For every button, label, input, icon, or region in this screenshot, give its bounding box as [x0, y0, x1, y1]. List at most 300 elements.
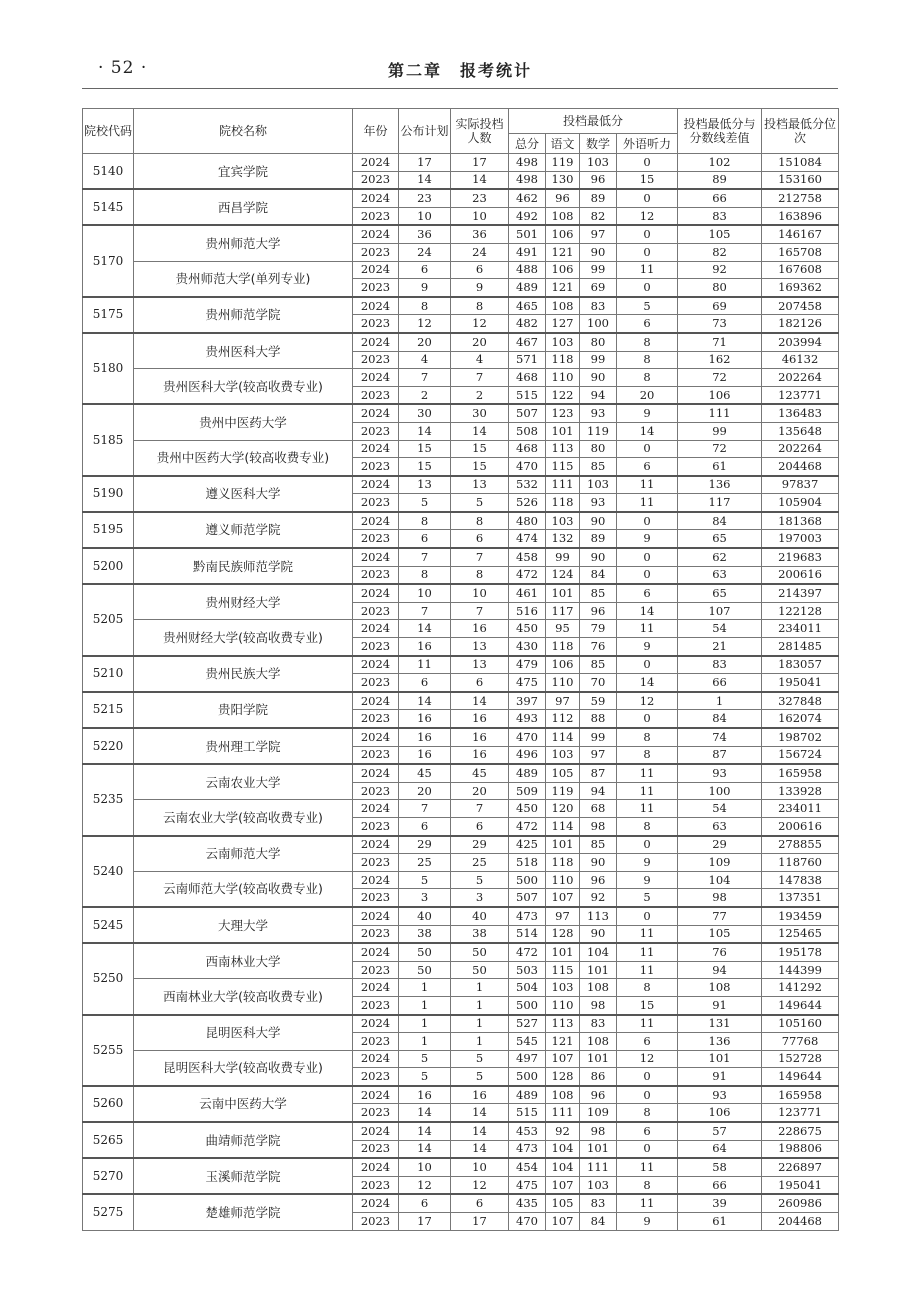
diff-cell: 66	[678, 1176, 762, 1194]
rank-cell: 125465	[762, 925, 839, 943]
admission-stats-table	[82, 108, 839, 1231]
diff-cell: 117	[678, 494, 762, 512]
total-cell: 461	[509, 584, 546, 602]
math-cell: 103	[580, 154, 617, 172]
diff-cell: 94	[678, 961, 762, 979]
plan-cell: 6	[399, 261, 451, 279]
foreign-cell: 11	[617, 620, 678, 638]
rank-cell: 204468	[762, 458, 839, 476]
math-cell: 96	[580, 171, 617, 189]
total-cell: 526	[509, 494, 546, 512]
year-cell: 2023	[353, 171, 399, 189]
actual-cell: 36	[451, 225, 509, 243]
chinese-cell: 101	[546, 422, 580, 440]
total-cell: 489	[509, 279, 546, 297]
header-school-name: 院校名称	[134, 109, 353, 154]
foreign-cell: 6	[617, 584, 678, 602]
actual-cell: 7	[451, 548, 509, 566]
total-cell: 425	[509, 836, 546, 854]
plan-cell: 1	[399, 1015, 451, 1033]
chinese-cell: 122	[546, 386, 580, 404]
plan-cell: 20	[399, 333, 451, 351]
foreign-cell: 0	[617, 907, 678, 925]
chinese-cell: 108	[546, 1086, 580, 1104]
chinese-cell: 103	[546, 746, 580, 764]
diff-cell: 77	[678, 907, 762, 925]
chapter-title: 第二章 报考统计	[387, 61, 532, 80]
chinese-cell: 118	[546, 854, 580, 872]
rank-cell: 77768	[762, 1033, 839, 1051]
school-name-cell: 云南师范大学	[134, 836, 353, 872]
foreign-cell: 0	[617, 243, 678, 261]
foreign-cell: 11	[617, 261, 678, 279]
table-row	[83, 225, 839, 243]
chinese-cell: 113	[546, 440, 580, 458]
year-cell: 2024	[353, 1015, 399, 1033]
rank-cell: 153160	[762, 171, 839, 189]
foreign-cell: 8	[617, 979, 678, 997]
foreign-cell: 0	[617, 1140, 678, 1158]
actual-cell: 24	[451, 243, 509, 261]
foreign-cell: 11	[617, 476, 678, 494]
foreign-cell: 15	[617, 996, 678, 1014]
actual-cell: 7	[451, 602, 509, 620]
rank-cell: 165708	[762, 243, 839, 261]
total-cell: 518	[509, 854, 546, 872]
actual-cell: 5	[451, 494, 509, 512]
table-row	[83, 189, 839, 207]
math-cell: 94	[580, 386, 617, 404]
math-cell: 83	[580, 1194, 617, 1212]
chinese-cell: 124	[546, 566, 580, 584]
chinese-cell: 103	[546, 979, 580, 997]
plan-cell: 14	[399, 1140, 451, 1158]
math-cell: 99	[580, 261, 617, 279]
table-row	[83, 800, 839, 818]
school-code-cell: 5270	[83, 1158, 134, 1194]
year-cell: 2023	[353, 386, 399, 404]
math-cell: 69	[580, 279, 617, 297]
plan-cell: 30	[399, 404, 451, 422]
rank-cell: 149644	[762, 996, 839, 1014]
total-cell: 509	[509, 782, 546, 800]
table-row	[83, 297, 839, 315]
school-name-cell: 贵阳学院	[134, 692, 353, 728]
table-row	[83, 907, 839, 925]
foreign-cell: 11	[617, 943, 678, 961]
year-cell: 2024	[353, 1194, 399, 1212]
math-cell: 96	[580, 1086, 617, 1104]
school-name-cell: 贵州医科大学(较高收费专业)	[134, 369, 353, 405]
rank-cell: 165958	[762, 1086, 839, 1104]
plan-cell: 5	[399, 494, 451, 512]
rank-cell: 123771	[762, 1104, 839, 1122]
math-cell: 83	[580, 1015, 617, 1033]
rank-cell: 147838	[762, 871, 839, 889]
school-code-cell: 5245	[83, 907, 134, 943]
plan-cell: 1	[399, 979, 451, 997]
math-cell: 82	[580, 207, 617, 225]
math-cell: 85	[580, 656, 617, 674]
foreign-cell: 9	[617, 530, 678, 548]
diff-cell: 136	[678, 1033, 762, 1051]
actual-cell: 1	[451, 996, 509, 1014]
chinese-cell: 92	[546, 1122, 580, 1140]
math-cell: 108	[580, 979, 617, 997]
diff-cell: 63	[678, 817, 762, 835]
chinese-cell: 114	[546, 817, 580, 835]
actual-cell: 29	[451, 836, 509, 854]
foreign-cell: 9	[617, 1213, 678, 1231]
school-code-cell: 5255	[83, 1015, 134, 1086]
plan-cell: 7	[399, 548, 451, 566]
header-min-rank: 投档最低分位次	[762, 109, 839, 154]
page-number: · 52 ·	[98, 58, 148, 78]
school-name-cell: 贵州医科大学	[134, 333, 353, 369]
total-cell: 462	[509, 189, 546, 207]
year-cell: 2024	[353, 764, 399, 782]
total-cell: 500	[509, 996, 546, 1014]
math-cell: 96	[580, 602, 617, 620]
diff-cell: 73	[678, 315, 762, 333]
foreign-cell: 6	[617, 1033, 678, 1051]
total-cell: 480	[509, 512, 546, 530]
total-cell: 515	[509, 1104, 546, 1122]
chinese-cell: 95	[546, 620, 580, 638]
diff-cell: 84	[678, 512, 762, 530]
chinese-cell: 101	[546, 584, 580, 602]
header-foreign-listening: 外语听力	[617, 134, 678, 154]
school-code-cell: 5265	[83, 1122, 134, 1158]
foreign-cell: 12	[617, 1050, 678, 1068]
chinese-cell: 117	[546, 602, 580, 620]
rank-cell: 123771	[762, 386, 839, 404]
total-cell: 492	[509, 207, 546, 225]
rank-cell: 202264	[762, 440, 839, 458]
table-row	[83, 656, 839, 674]
plan-cell: 2	[399, 386, 451, 404]
foreign-cell: 9	[617, 871, 678, 889]
rank-cell: 144399	[762, 961, 839, 979]
foreign-cell: 14	[617, 674, 678, 692]
rank-cell: 118760	[762, 854, 839, 872]
actual-cell: 14	[451, 422, 509, 440]
math-cell: 94	[580, 782, 617, 800]
diff-cell: 93	[678, 1086, 762, 1104]
total-cell: 532	[509, 476, 546, 494]
total-cell: 470	[509, 458, 546, 476]
school-code-cell: 5180	[83, 333, 134, 404]
plan-cell: 1	[399, 1033, 451, 1051]
diff-cell: 83	[678, 656, 762, 674]
rank-cell: 137351	[762, 889, 839, 907]
plan-cell: 25	[399, 854, 451, 872]
chinese-cell: 118	[546, 494, 580, 512]
actual-cell: 14	[451, 1140, 509, 1158]
chinese-cell: 107	[546, 889, 580, 907]
year-cell: 2024	[353, 404, 399, 422]
foreign-cell: 0	[617, 566, 678, 584]
rank-cell: 152728	[762, 1050, 839, 1068]
diff-cell: 109	[678, 854, 762, 872]
rank-cell: 165958	[762, 764, 839, 782]
math-cell: 85	[580, 836, 617, 854]
math-cell: 79	[580, 620, 617, 638]
chinese-cell: 101	[546, 836, 580, 854]
year-cell: 2023	[353, 458, 399, 476]
header-min-score-group: 投档最低分	[509, 109, 678, 134]
total-cell: 397	[509, 692, 546, 710]
diff-cell: 87	[678, 746, 762, 764]
math-cell: 90	[580, 925, 617, 943]
school-code-cell: 5235	[83, 764, 134, 835]
total-cell: 571	[509, 351, 546, 369]
year-cell: 2024	[353, 154, 399, 172]
actual-cell: 12	[451, 315, 509, 333]
chinese-cell: 106	[546, 656, 580, 674]
chinese-cell: 99	[546, 548, 580, 566]
total-cell: 467	[509, 333, 546, 351]
diff-cell: 63	[678, 566, 762, 584]
foreign-cell: 8	[617, 1176, 678, 1194]
math-cell: 97	[580, 225, 617, 243]
chinese-cell: 123	[546, 404, 580, 422]
math-cell: 84	[580, 1213, 617, 1231]
actual-cell: 20	[451, 782, 509, 800]
diff-cell: 72	[678, 440, 762, 458]
chinese-cell: 111	[546, 1104, 580, 1122]
rank-cell: 133928	[762, 782, 839, 800]
school-code-cell: 5220	[83, 728, 134, 764]
total-cell: 435	[509, 1194, 546, 1212]
plan-cell: 50	[399, 961, 451, 979]
foreign-cell: 14	[617, 422, 678, 440]
math-cell: 90	[580, 512, 617, 530]
actual-cell: 1	[451, 979, 509, 997]
foreign-cell: 11	[617, 782, 678, 800]
year-cell: 2023	[353, 279, 399, 297]
rank-cell: 200616	[762, 817, 839, 835]
foreign-cell: 8	[617, 1104, 678, 1122]
school-name-cell: 楚雄师范学院	[134, 1194, 353, 1230]
actual-cell: 8	[451, 297, 509, 315]
rank-cell: 260986	[762, 1194, 839, 1212]
plan-cell: 9	[399, 279, 451, 297]
actual-cell: 17	[451, 154, 509, 172]
plan-cell: 7	[399, 369, 451, 387]
diff-cell: 83	[678, 207, 762, 225]
chinese-cell: 110	[546, 996, 580, 1014]
diff-cell: 65	[678, 584, 762, 602]
diff-cell: 89	[678, 171, 762, 189]
total-cell: 473	[509, 907, 546, 925]
chinese-cell: 110	[546, 674, 580, 692]
school-name-cell: 云南中医药大学	[134, 1086, 353, 1122]
school-name-cell: 西昌学院	[134, 189, 353, 225]
school-name-cell: 大理大学	[134, 907, 353, 943]
diff-cell: 58	[678, 1158, 762, 1176]
chinese-cell: 111	[546, 476, 580, 494]
chinese-cell: 119	[546, 782, 580, 800]
plan-cell: 6	[399, 1194, 451, 1212]
plan-cell: 24	[399, 243, 451, 261]
header-score-diff: 投档最低分与分数线差值	[678, 109, 762, 154]
foreign-cell: 0	[617, 440, 678, 458]
plan-cell: 36	[399, 225, 451, 243]
diff-cell: 91	[678, 1068, 762, 1086]
total-cell: 497	[509, 1050, 546, 1068]
foreign-cell: 6	[617, 1122, 678, 1140]
rank-cell: 183057	[762, 656, 839, 674]
total-cell: 500	[509, 1068, 546, 1086]
rank-cell: 105160	[762, 1015, 839, 1033]
actual-cell: 20	[451, 333, 509, 351]
plan-cell: 7	[399, 602, 451, 620]
chinese-cell: 106	[546, 261, 580, 279]
foreign-cell: 0	[617, 189, 678, 207]
year-cell: 2023	[353, 315, 399, 333]
rank-cell: 226897	[762, 1158, 839, 1176]
school-code-cell: 5200	[83, 548, 134, 584]
total-cell: 473	[509, 1140, 546, 1158]
plan-cell: 14	[399, 1104, 451, 1122]
chinese-cell: 104	[546, 1140, 580, 1158]
rank-cell: 182126	[762, 315, 839, 333]
actual-cell: 5	[451, 1068, 509, 1086]
school-code-cell: 5195	[83, 512, 134, 548]
year-cell: 2024	[353, 836, 399, 854]
rank-cell: 214397	[762, 584, 839, 602]
plan-cell: 10	[399, 207, 451, 225]
plan-cell: 17	[399, 154, 451, 172]
total-cell: 450	[509, 620, 546, 638]
foreign-cell: 0	[617, 548, 678, 566]
diff-cell: 29	[678, 836, 762, 854]
foreign-cell: 9	[617, 854, 678, 872]
total-cell: 475	[509, 674, 546, 692]
actual-cell: 14	[451, 692, 509, 710]
rank-cell: 228675	[762, 1122, 839, 1140]
school-name-cell: 曲靖师范学院	[134, 1122, 353, 1158]
math-cell: 100	[580, 315, 617, 333]
diff-cell: 105	[678, 925, 762, 943]
foreign-cell: 8	[617, 351, 678, 369]
foreign-cell: 8	[617, 746, 678, 764]
school-code-cell: 5215	[83, 692, 134, 728]
actual-cell: 50	[451, 943, 509, 961]
total-cell: 545	[509, 1033, 546, 1051]
diff-cell: 66	[678, 674, 762, 692]
rank-cell: 181368	[762, 512, 839, 530]
rank-cell: 278855	[762, 836, 839, 854]
total-cell: 515	[509, 386, 546, 404]
actual-cell: 6	[451, 261, 509, 279]
table-row	[83, 333, 839, 351]
actual-cell: 30	[451, 404, 509, 422]
plan-cell: 16	[399, 710, 451, 728]
rank-cell: 97837	[762, 476, 839, 494]
total-cell: 503	[509, 961, 546, 979]
total-cell: 450	[509, 800, 546, 818]
year-cell: 2024	[353, 1050, 399, 1068]
rank-cell: 204468	[762, 1213, 839, 1231]
table-row	[83, 764, 839, 782]
year-cell: 2024	[353, 512, 399, 530]
table-row	[83, 440, 839, 458]
table-row	[83, 1194, 839, 1212]
table-row	[83, 943, 839, 961]
plan-cell: 16	[399, 638, 451, 656]
total-cell: 500	[509, 871, 546, 889]
rank-cell: 169362	[762, 279, 839, 297]
diff-cell: 84	[678, 710, 762, 728]
actual-cell: 13	[451, 476, 509, 494]
total-cell: 504	[509, 979, 546, 997]
actual-cell: 6	[451, 530, 509, 548]
plan-cell: 8	[399, 297, 451, 315]
header-total: 总分	[509, 134, 546, 154]
chinese-cell: 128	[546, 925, 580, 943]
plan-cell: 13	[399, 476, 451, 494]
table-row	[83, 979, 839, 997]
table-row	[83, 836, 839, 854]
rank-cell: 146167	[762, 225, 839, 243]
actual-cell: 5	[451, 871, 509, 889]
year-cell: 2024	[353, 584, 399, 602]
actual-cell: 6	[451, 1194, 509, 1212]
math-cell: 93	[580, 404, 617, 422]
math-cell: 84	[580, 566, 617, 584]
foreign-cell: 6	[617, 315, 678, 333]
diff-cell: 66	[678, 189, 762, 207]
year-cell: 2023	[353, 566, 399, 584]
plan-cell: 15	[399, 440, 451, 458]
plan-cell: 16	[399, 1086, 451, 1104]
total-cell: 474	[509, 530, 546, 548]
year-cell: 2023	[353, 638, 399, 656]
math-cell: 103	[580, 1176, 617, 1194]
chinese-cell: 107	[546, 1213, 580, 1231]
total-cell: 482	[509, 315, 546, 333]
chinese-cell: 128	[546, 1068, 580, 1086]
school-name-cell: 贵州中医药大学	[134, 404, 353, 440]
year-cell: 2023	[353, 746, 399, 764]
header-published-plan: 公布计划	[399, 109, 451, 154]
school-code-cell: 5185	[83, 404, 134, 475]
school-name-cell: 贵州理工学院	[134, 728, 353, 764]
total-cell: 493	[509, 710, 546, 728]
year-cell: 2024	[353, 189, 399, 207]
foreign-cell: 0	[617, 225, 678, 243]
chinese-cell: 108	[546, 297, 580, 315]
year-cell: 2024	[353, 800, 399, 818]
school-name-cell: 西南林业大学	[134, 943, 353, 979]
plan-cell: 8	[399, 512, 451, 530]
foreign-cell: 5	[617, 297, 678, 315]
chinese-cell: 106	[546, 225, 580, 243]
rank-cell: 219683	[762, 548, 839, 566]
math-cell: 85	[580, 458, 617, 476]
foreign-cell: 12	[617, 692, 678, 710]
foreign-cell: 11	[617, 764, 678, 782]
table-row	[83, 692, 839, 710]
math-cell: 101	[580, 1050, 617, 1068]
diff-cell: 91	[678, 996, 762, 1014]
plan-cell: 14	[399, 692, 451, 710]
total-cell: 498	[509, 154, 546, 172]
table-row	[83, 404, 839, 422]
actual-cell: 5	[451, 1050, 509, 1068]
